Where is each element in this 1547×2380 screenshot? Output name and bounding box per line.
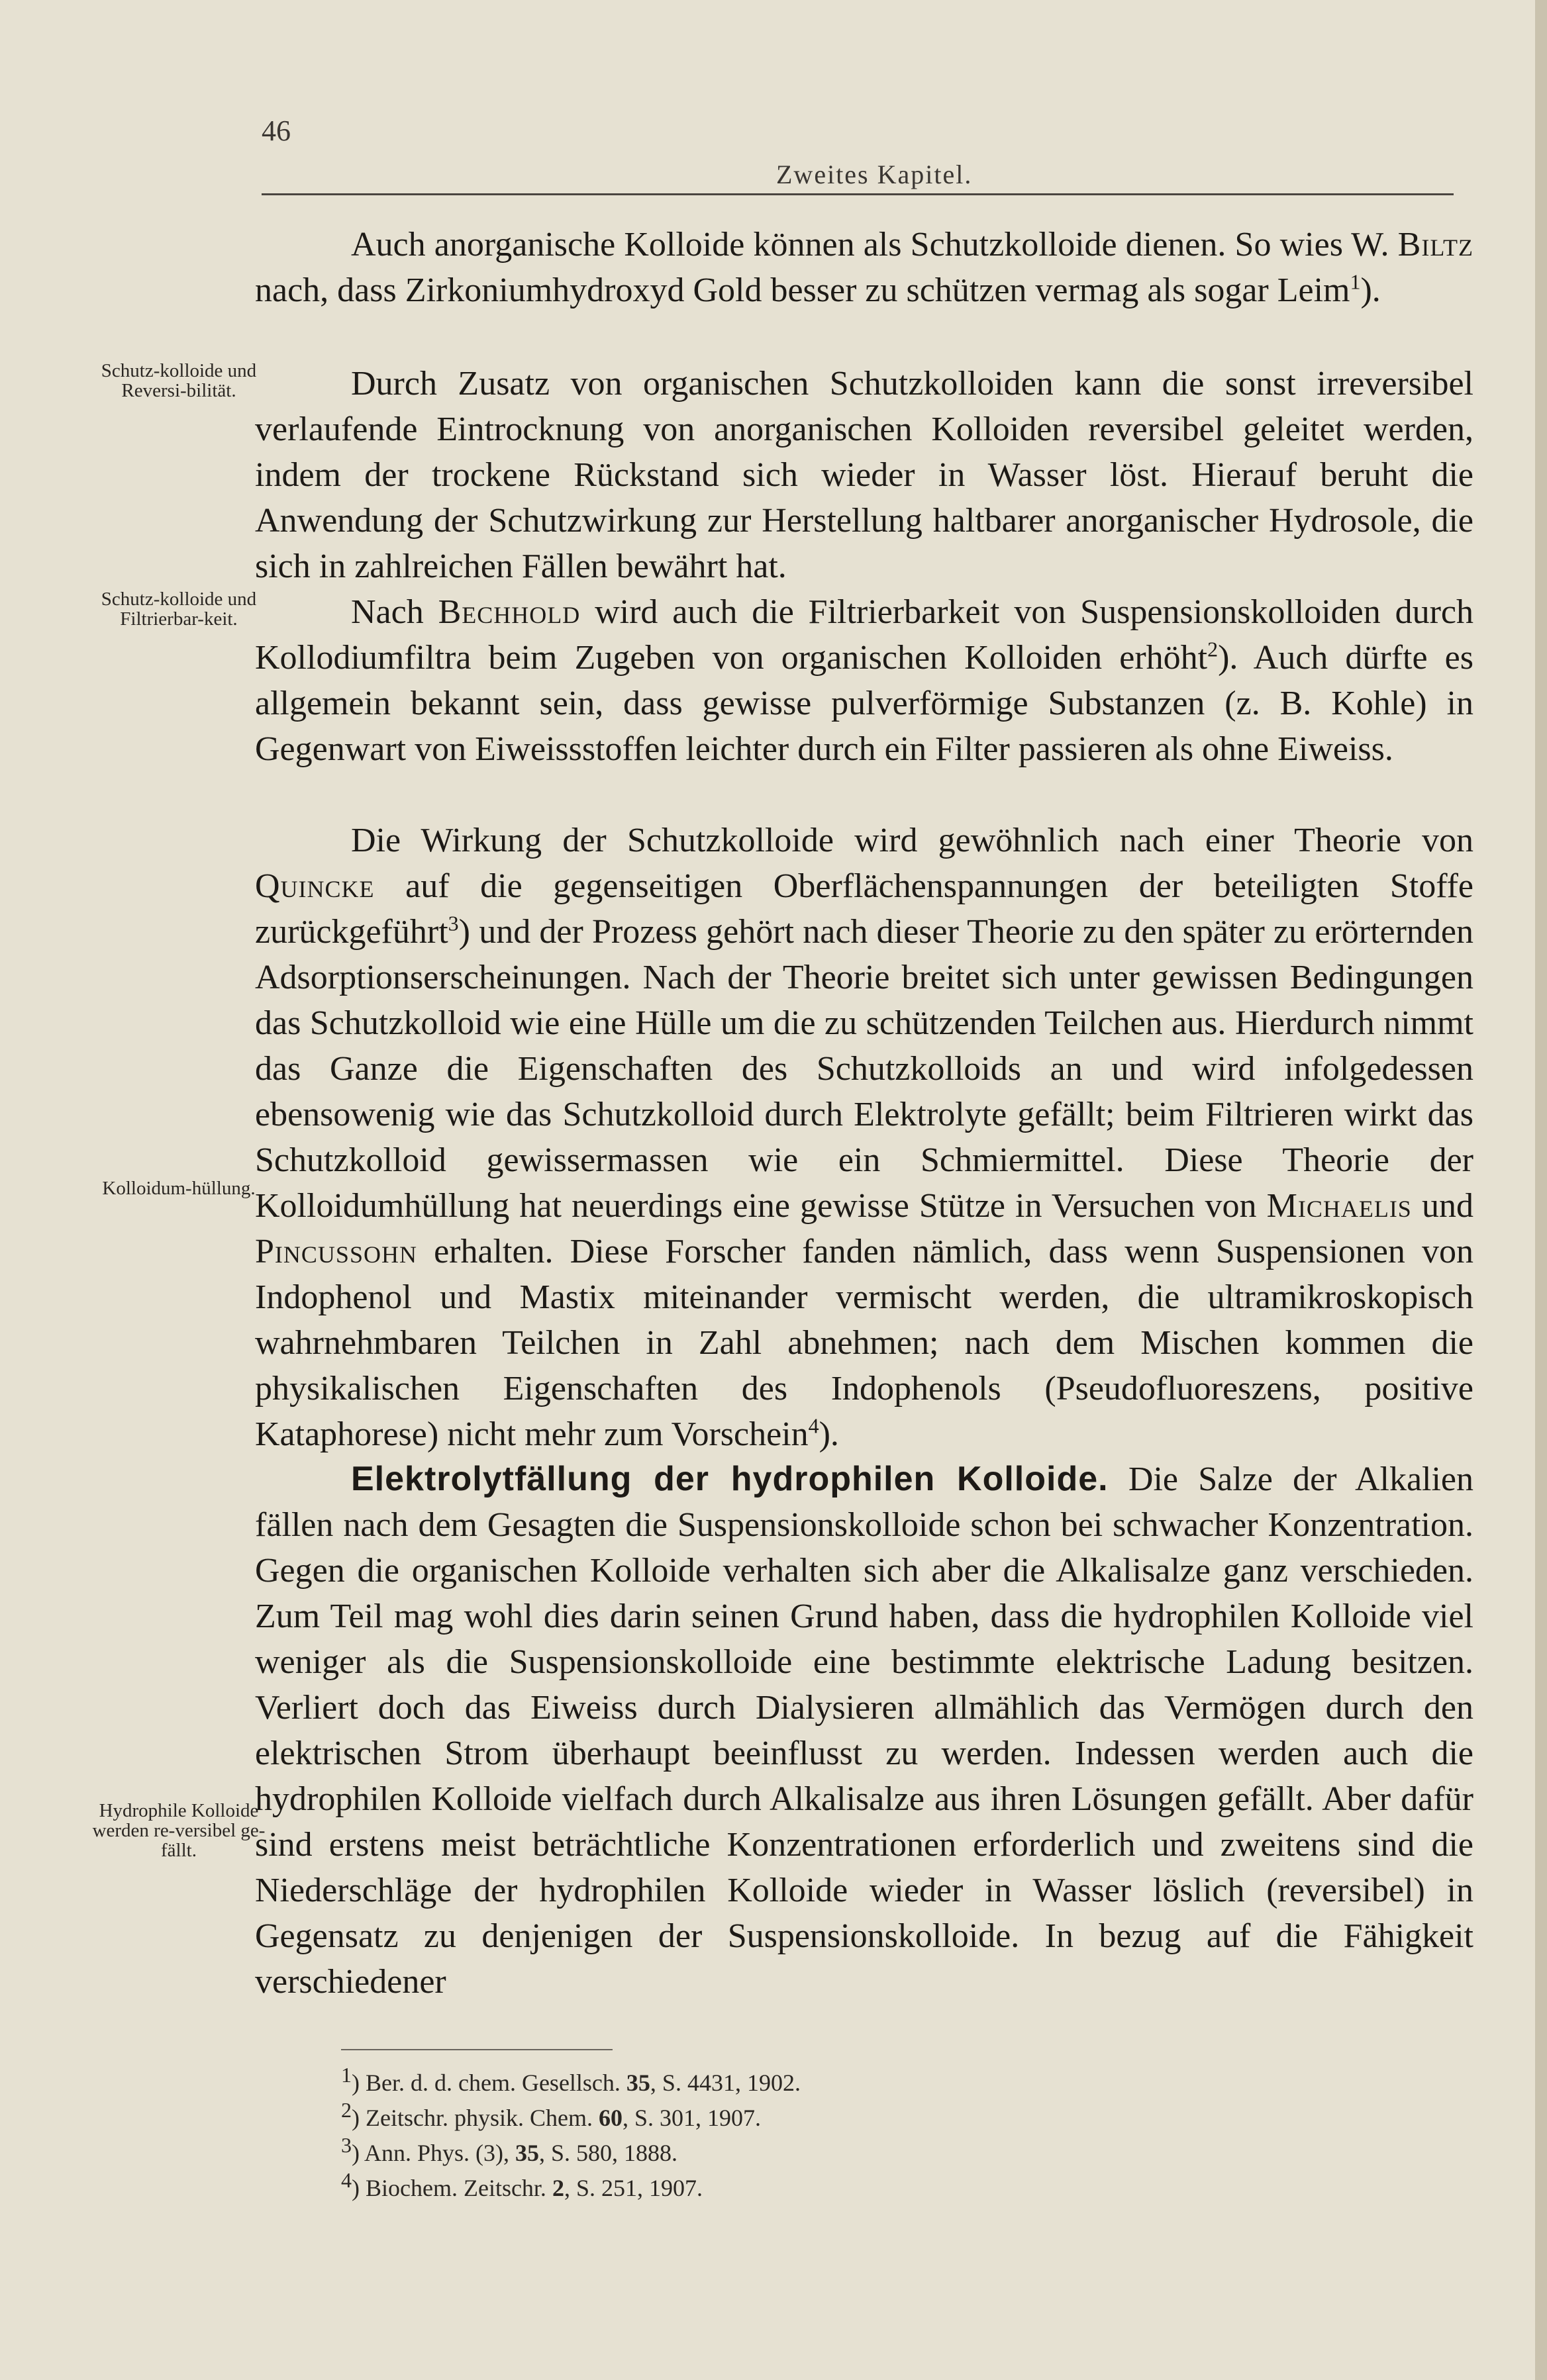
footnote-text: Biochem. Zeitschr. xyxy=(366,2175,552,2201)
footnote-ref-1: 1 xyxy=(1350,269,1361,294)
footnote-text-end: , S. 580, 1888. xyxy=(539,2140,678,2166)
paragraph-1 xyxy=(255,222,1473,313)
footnote-volume: 35 xyxy=(626,2070,650,2096)
scan-edge xyxy=(1535,0,1547,2380)
footnote-marker: 2 xyxy=(341,2098,352,2122)
footnote-3: 3) Ann. Phys. (3), 35, S. 580, 1888. xyxy=(341,2133,678,2166)
section-heading: Elektrolytfällung der hydrophilen Kolloide. xyxy=(351,1460,1109,1498)
p1-text-a: Auch anorganische Kolloide können als Schutzkolloide dienen. So wies W. xyxy=(351,226,1398,263)
author-quincke: Quincke xyxy=(255,867,375,905)
footnote-text: Zeitschr. physik. Chem. xyxy=(366,2105,599,2131)
footnote-text: Ber. d. d. chem. Gesellsch. xyxy=(366,2070,626,2096)
footnote-volume: 35 xyxy=(515,2140,540,2166)
footnote-volume: 60 xyxy=(598,2105,623,2131)
margin-note-hydrophilic-reversible: Hydrophile Kolloide werden re-versibel ge-fällt. xyxy=(92,1800,266,1861)
p1-text-end: ). xyxy=(1360,271,1381,309)
paragraph-4 xyxy=(255,818,1473,1457)
footnote-marker: 4 xyxy=(341,2168,352,2192)
footnote-text-end: , S. 4431, 1902. xyxy=(650,2070,801,2096)
paragraph-5 xyxy=(255,1456,1473,2005)
running-head: Zweites Kapitel. xyxy=(776,160,973,189)
footnotes xyxy=(341,2063,1401,2206)
p5-text: Die Salze der Alkalien fällen nach dem Gesagten die Suspensionskolloide schon bei schwacher Konzentration. Gegen die organischen Kolloide verhalten sich aber die Alkalisalze ganz verschieden. Zum Teil mag wohl dies darin seinen Grund haben, dass die hydrophilen Kolloide viel weniger als die Suspensionskolloide eine bestimmte elektrische Ladung besitzen. Verliert doch das Eiweiss durch Dialysieren allmählich das Vermögen durch den elektrischen Strom überhaupt beeinflusst zu werden. Indessen werden auch die hydrophilen Kolloide vielfach durch Alkalisalze aus ihren Lösungen gefällt. Aber dafür sind erstens meist beträchtliche Konzentrationen erforderlich und zweitens sind die Niederschläge der hydrophilen Kolloide wieder in Wasser löslich (reversibel) in Gegensatz zu denjenigen der Suspensionskolloide. In bezug auf die Fähigkeit verschiedener xyxy=(255,1460,1473,2001)
footnote-ref-3: 3 xyxy=(448,911,459,935)
p3-text-b: wird auch die Filtrierbarkeit von Suspensionskolloiden durch Kollodiumfiltra beim Zugeben von organischen Kolloiden erhöht xyxy=(255,593,1473,677)
footnote-1: 1) Ber. d. d. chem. Gesellsch. 35, S. 4431, 1902. xyxy=(341,2063,801,2096)
p2-text: Durch Zusatz von organischen Schutzkolloiden kann die sonst irreversibel verlaufende Eintrocknung von anorganischen Kolloiden reversibel geleitet werden, indem der trockene Rückstand sich wieder in Wasser löst. Hierauf beruht die Anwendung der Schutzwirkung zur Herstellung haltbarer anorganischer Hydrosole, die sich in zahlreichen Fällen bewährt hat. xyxy=(255,365,1473,585)
footnote-4: 4) Biochem. Zeitschr. 2, S. 251, 1907. xyxy=(341,2168,703,2201)
author-bechhold: Bechhold xyxy=(438,593,581,631)
p4-text-c: ) und der Prozess gehört nach dieser Theorie zu den später zu erörternden Adsorptionserscheinungen. Nach der Theorie breitet sich unter gewissen Bedingungen das Schutzkolloid wie eine Hülle um die zu schützenden Teilchen aus. Hierdurch nimmt das Ganze die Eigenschaften des Schutzkolloids an und wird infolgedessen ebensowenig wie das Schutzkolloid durch Elektrolyte gefällt; beim Filtrieren wirkt das Schutzkolloid gewissermassen wie ein Schmiermittel. Diese Theorie der Kolloidumhüllung hat neuerdings eine gewisse Stütze in Versuchen von xyxy=(255,913,1473,1225)
header-rule xyxy=(262,193,1454,195)
p4-text-end: ). xyxy=(819,1415,839,1453)
margin-note-filterability: Schutz-kolloide und Filtrierbar-keit. xyxy=(101,589,257,630)
paragraph-2 xyxy=(255,361,1473,589)
footnote-text-end: , S. 301, 1907. xyxy=(622,2105,761,2131)
footnote-ref-2: 2 xyxy=(1207,637,1219,661)
p4-text-a: Die Wirkung der Schutzkolloide wird gewöhnlich nach einer Theorie von xyxy=(351,822,1473,859)
author-michaelis: Michaelis xyxy=(1266,1187,1412,1225)
footnote-text: Ann. Phys. (3), xyxy=(364,2140,516,2166)
p3-text-a: Nach xyxy=(351,593,438,631)
footnote-2: 2) Zeitschr. physik. Chem. 60, S. 301, 1907. xyxy=(341,2098,761,2131)
p4-text-d: erhalten. Diese Forscher fanden nämlich, dass wenn Suspensionen von Indophenol und Mastix miteinander vermischt werden, die ultramikroskopisch wahrnehmbaren Teilchen in Zahl abnehmen; nach dem Mischen kommen die physikalischen Eigenschaften des Indophenols (Pseudofluoreszens, positive Kataphorese) nicht mehr zum Vorschein xyxy=(255,1233,1473,1453)
page-number: 46 xyxy=(262,115,291,147)
margin-note-colloid-coating: Kolloidum-hüllung. xyxy=(102,1178,256,1199)
margin-note-reversibility: Schutz-kolloide und Reversi-bilität. xyxy=(101,360,257,401)
p4-text-b: auf die gegenseitigen Oberflächenspannungen der beteiligten Stoffe zurückgeführt xyxy=(255,867,1473,951)
footnote-ref-4: 4 xyxy=(808,1413,819,1438)
footnote-volume: 2 xyxy=(552,2175,564,2201)
paragraph-3 xyxy=(255,589,1473,772)
p3-text-end: ). Auch dürfte es allgemein bekannt sein, dass gewisse pulverförmige Substanzen (z. B. Kohle) in Gegenwart von Eiweissstoffen leichter durch ein Filter passieren als ohne Eiweiss. xyxy=(255,639,1473,768)
footnote-text-end: , S. 251, 1907. xyxy=(564,2175,703,2201)
footnote-marker: 3 xyxy=(341,2133,352,2157)
author-pincussohn: Pincussohn xyxy=(255,1233,417,1270)
p4-text-and: und xyxy=(1411,1187,1473,1225)
footnote-marker: 1 xyxy=(341,2063,352,2087)
author-biltz: Biltz xyxy=(1397,226,1473,263)
footnote-rule xyxy=(341,2049,613,2050)
p1-text-b: nach, dass Zirkoniumhydroxyd Gold besser zu schützen vermag als sogar Leim xyxy=(255,271,1350,309)
